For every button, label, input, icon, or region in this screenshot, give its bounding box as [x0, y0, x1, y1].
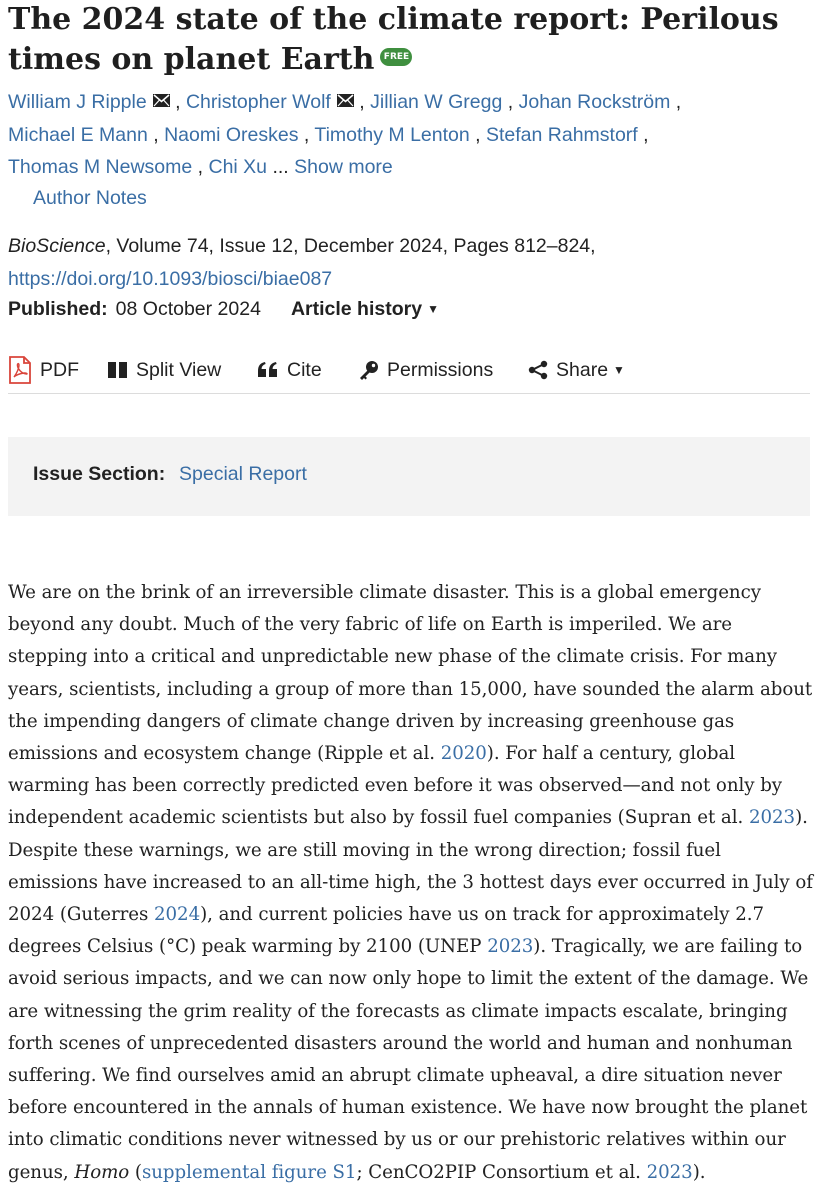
citation: [8, 230, 808, 295]
published-label: Published:: [8, 298, 108, 320]
pdf-button[interactable]: [8, 350, 79, 390]
pdf-icon: [8, 356, 32, 384]
body-text-segment: (: [129, 1161, 142, 1183]
article-title-text: The 2024 state of the climate report: Perilous times on planet Earth: [8, 2, 779, 77]
published-info: [8, 295, 439, 325]
split-view-label: Split View: [136, 358, 222, 381]
author-list: William J Ripple , Christopher Wolf , Jillian W Gregg , Johan Rockström , Michael E Mann , Naomi Oreskes , Timothy M Lenton , Stefan Rahmstorf , Thomas M Newsome , Chi Xu ... Show more: [8, 91, 682, 178]
author-link[interactable]: Michael E Mann: [8, 123, 148, 146]
issue-section-label: Issue Section:: [33, 463, 166, 485]
share-icon: [528, 360, 548, 380]
article-title: [8, 0, 808, 80]
body-text-segment: ), and current policies have us on track for approximately 2.7 degrees Celsius (°C) peak warming by 2100 (UNEP: [8, 904, 765, 958]
toolbar-divider: [8, 393, 810, 394]
body-text-segment: ).: [692, 1161, 706, 1183]
article-body-paragraph: [8, 577, 814, 1189]
supplemental-figure-link[interactable]: supplemental figure S1: [141, 1161, 357, 1183]
doi-link[interactable]: https://doi.org/10.1093/biosci/biae087: [8, 267, 333, 290]
author-link[interactable]: Johan Rockström: [518, 91, 671, 113]
author-link[interactable]: Stefan Rahmstorf: [485, 123, 638, 146]
key-icon: [359, 360, 379, 380]
body-text-segment: ). For half a century, global warming has been correctly predicted even before it was observed—and not only by independent academic scientists but also by fossil fuel companies (Supran et al.: [8, 743, 783, 829]
article-history-toggle[interactable]: [291, 298, 439, 320]
free-badge-icon: FREE: [380, 48, 412, 66]
reference-link[interactable]: 2023: [646, 1161, 693, 1183]
split-view-button[interactable]: [108, 350, 221, 390]
split-view-icon: [108, 361, 128, 379]
mail-icon[interactable]: [153, 94, 170, 107]
show-more-authors-link[interactable]: Show more: [294, 156, 393, 178]
author-link[interactable]: Thomas M Newsome: [8, 156, 193, 178]
body-text-segment: ; CenCO2PIP Consortium et al.: [356, 1161, 647, 1183]
reference-link[interactable]: 2023: [748, 807, 796, 829]
permissions-button[interactable]: [359, 350, 493, 390]
body-text-segment: ). Tragically, we are failing to avoid serious impacts, and we can now only hope to limit the extent of the damage. We are witnessing the grim reality of the forecasts as climate impacts escalate, bringing forth scenes of unprecedented disasters around the world and human and nonhuman suffering. We find ourselves amid an abrupt climate upheaval, a dire situation never before encountered in the annals of human existence. We have now brought the planet into climatic conditions never witnessed by us or our prehistoric relatives within our genus,: [8, 936, 809, 1183]
share-label: Share: [556, 358, 609, 381]
pdf-label: PDF: [40, 358, 79, 381]
authors-ellipsis: ...: [272, 156, 289, 178]
reference-link[interactable]: 2023: [487, 936, 534, 958]
body-text-segment: We are on the brink of an irreversible climate disaster. This is a global emergency beyond any doubt. Much of the very fabric of life on Earth is imperiled. We are stepping into a critical and unpredictable new phase of the climate crisis. For many years, scientists, including a group of more than 15,000, have sounded the alarm about the impending dangers of climate change driven by increasing greenhouse gas emissions and ecosystem change (Ripple et al.: [8, 582, 813, 765]
author-link[interactable]: Christopher Wolf: [185, 91, 331, 113]
issue-section-link[interactable]: Special Report: [179, 463, 307, 485]
permissions-label: Permissions: [387, 358, 494, 381]
caret-down-icon: ▼: [613, 363, 625, 377]
share-button[interactable]: [528, 350, 625, 390]
reference-link[interactable]: 2024: [154, 904, 201, 926]
article-history-label: Article history: [290, 298, 423, 320]
mail-icon[interactable]: [337, 94, 354, 107]
author-link[interactable]: Naomi Oreskes: [164, 123, 299, 146]
author-link[interactable]: Chi Xu: [208, 156, 268, 178]
author-notes-link[interactable]: Author Notes: [33, 187, 147, 209]
cite-label: Cite: [287, 358, 322, 381]
body-text-segment: ). Despite these warnings, we are still moving in the wrong direction; fossil fuel emissions have increased to an all-time high, the 3 hottest days ever occurred in July of 2024 (Guterres: [8, 807, 813, 926]
cite-button[interactable]: [257, 350, 322, 390]
caret-down-icon: ▼: [427, 302, 439, 316]
published-date: 08 October 2024: [115, 298, 261, 320]
issue-section-box: [8, 437, 810, 516]
reference-link[interactable]: 2020: [440, 743, 487, 765]
author-link[interactable]: Jillian W Gregg: [370, 91, 503, 113]
journal-name: BioScience: [8, 235, 106, 257]
quote-icon: [257, 362, 279, 378]
author-link[interactable]: Timothy M Lenton: [314, 123, 470, 146]
genus-name: Homo: [74, 1161, 130, 1183]
citation-details: , Volume 74, Issue 12, December 2024, Pages 812–824,: [105, 235, 596, 257]
article-toolbar: [8, 350, 808, 390]
author-link[interactable]: William J Ripple: [8, 91, 147, 113]
